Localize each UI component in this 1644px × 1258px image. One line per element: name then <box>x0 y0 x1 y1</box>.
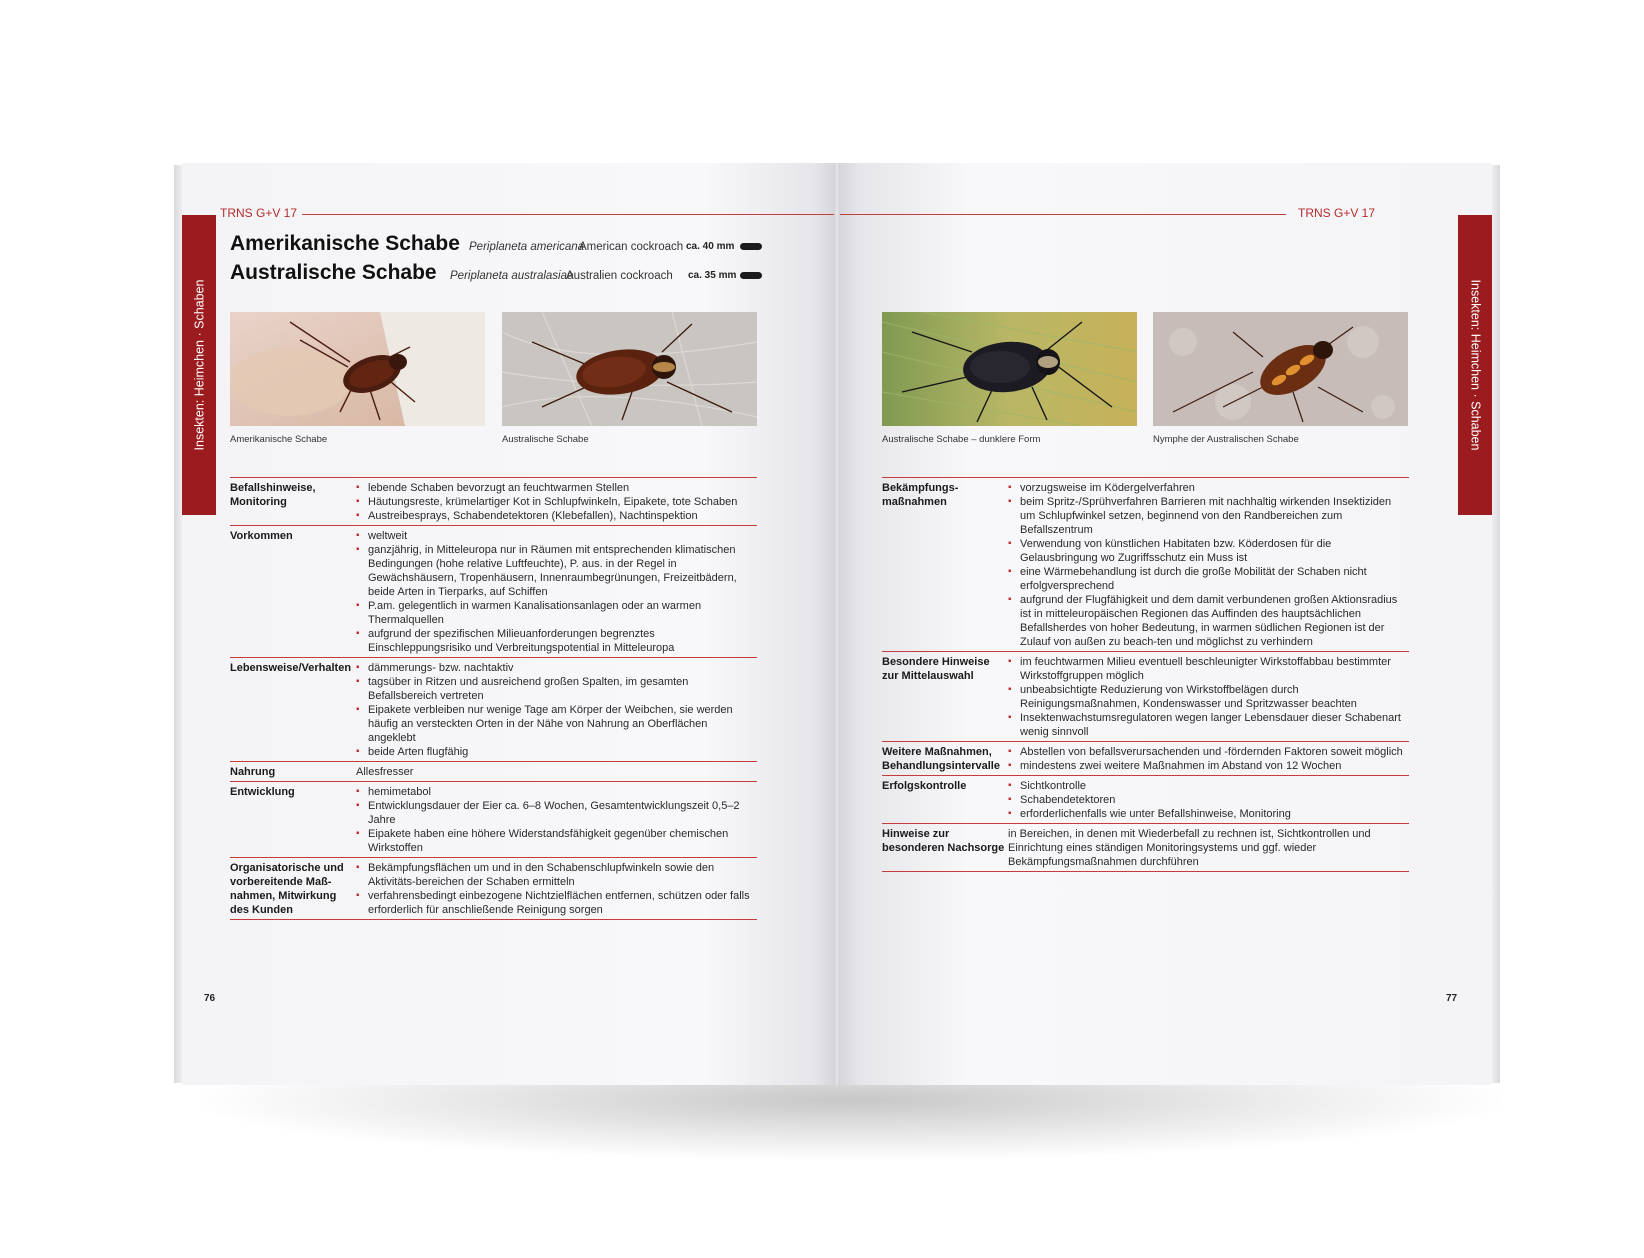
photo-caption: Nymphe der Australischen Schabe <box>1153 434 1299 445</box>
list-item: ▪ im feuchtwarmen Milieu eventuell beschleunigter Wirkstoffabbau bestimmter Wirkstoffgruppen möglich <box>1008 655 1409 683</box>
table-row <box>230 525 757 657</box>
left-info-table <box>230 477 757 920</box>
species-heading-australian <box>230 261 770 289</box>
table-row <box>882 775 1409 823</box>
table-row <box>230 857 757 920</box>
list-item: ▪ Eipakete haben eine höhere Widerstandsfähigkeit gegenüber chemischen Wirkstoffen <box>356 827 757 855</box>
side-tab-left <box>182 215 216 515</box>
running-header-right: TRNS G+V 17 <box>1298 206 1376 220</box>
list-item: ▪ lebende Schaben bevorzugt an feuchtwarmen Stellen <box>356 481 757 495</box>
side-tab-label: Insekten: Heimchen · Schaben <box>1468 279 1482 451</box>
list-item: ▪ hemimetabol <box>356 785 757 799</box>
table-row <box>882 477 1409 651</box>
list-item: ▪ Häutungsreste, krümelartiger Kot in Schlupfwinkeln, Eipakete, tote Schaben <box>356 495 757 509</box>
table-row <box>230 781 757 857</box>
list-item: ▪ Bekämpfungsflächen um und in den Schabenschlupfwinkeln sowie den Aktivitäts-bereichen der Schaben ermitteln <box>356 861 757 889</box>
species-latin-name: Periplaneta americana <box>469 241 585 253</box>
page-number-right: 77 <box>1446 993 1458 1004</box>
list-item: ▪ Verwendung von künstlichen Habitaten bzw. Köderdosen für die Gelausbringung wo Zugriffsschutz ein Muss ist <box>1008 537 1409 565</box>
row-label: Hinweise zur besonderen Nachsorge <box>882 828 1005 854</box>
photo-caption: Australische Schabe – dunklere Form <box>882 434 1041 445</box>
row-label: Weitere Maßnahmen, Behandlungsintervalle <box>882 746 1000 772</box>
list-item: ▪ mindestens zwei weitere Maßnahmen im Abstand von 12 Wochen <box>1008 759 1409 773</box>
photo-australian-cockroach-dark <box>882 312 1137 426</box>
species-english-name: American cockroach <box>579 241 684 253</box>
page-stack-left <box>174 165 182 1083</box>
species-name: Amerikanische Schabe <box>230 232 460 255</box>
list-item: ▪ aufgrund der spezifischen Milieuanforderungen begrenztes Einschleppungsrisiko und Verbreitungspotential in Mitteleuropa <box>356 627 757 655</box>
photo-caption: Australische Schabe <box>502 434 589 445</box>
list-item: ▪ unbeabsichtigte Reduzierung von Wirkstoffbelägen durch Reinigungsmaßnahmen, Kondenswasser und Spritzwasser beachten <box>1008 683 1409 711</box>
list-item: ▪ P.am. gelegentlich in warmen Kanalisationsanlagen oder an warmen Thermalquellen <box>356 599 757 627</box>
list-item: ▪ Austreibesprays, Schabendetektoren (Klebefallen), Nachtinspektion <box>356 509 757 523</box>
list-item: ▪ eine Wärmebehandlung ist durch die große Mobilität der Schaben nicht erfolgversprechend <box>1008 565 1409 593</box>
table-row <box>882 823 1409 872</box>
list-item: ▪ Eipakete verbleiben nur wenige Tage am Körper der Weibchen, sie werden häufig an versteckten Orten in der Nähe von Nahrung an Oberflächen angeklebt <box>356 703 757 745</box>
table-row <box>882 651 1409 741</box>
row-text: Allesfresser <box>356 766 414 778</box>
table-row <box>230 657 757 761</box>
row-label: Befallshinweise, Monitoring <box>230 482 316 508</box>
right-info-table <box>882 477 1409 872</box>
species-size: ca. 35 mm <box>688 270 737 281</box>
list-item: ▪ beide Arten flugfähig <box>356 745 757 759</box>
table-row <box>230 477 757 525</box>
photo-american-cockroach <box>230 312 485 426</box>
table-row <box>230 761 757 781</box>
size-bar-icon <box>740 243 762 250</box>
list-item: ▪ ganzjährig, in Mitteleuropa nur in Räumen mit entsprechenden klimatischen Bedingungen (hohe relative Luftfeuchte), P. aus. in der Regel in Gewächshäusern, Tropenhäusern, Innenraumbegrünungen, Freizeitbädern, beide Arten in Tierparks, auf Schiffen <box>356 543 757 599</box>
row-label: Lebensweise/Verhalten <box>230 662 352 674</box>
row-label: Bekämpfungs-maßnahmen <box>882 482 959 508</box>
list-item: ▪ tagsüber in Ritzen und ausreichend großen Spalten, im gesamten Befallsbereich vertreten <box>356 675 757 703</box>
list-item: ▪ Abstellen von befallsverursachenden und -fördernden Faktoren soweit möglich <box>1008 745 1409 759</box>
size-bar-icon <box>740 272 762 279</box>
page-stack-right <box>1492 165 1500 1083</box>
running-header-left: TRNS G+V 17 <box>220 206 298 220</box>
species-latin-name: Periplaneta australasiae <box>450 270 574 282</box>
list-item: ▪ Sichtkontrolle <box>1008 779 1409 793</box>
photo-australian-cockroach-nymph <box>1153 312 1408 426</box>
list-item: ▪ Entwicklungsdauer der Eier ca. 6–8 Wochen, Gesamtentwicklungszeit 0,5–2 Jahre <box>356 799 757 827</box>
photo-australian-cockroach <box>502 312 757 426</box>
list-item: ▪ dämmerungs- bzw. nachtaktiv <box>356 661 757 675</box>
species-size: ca. 40 mm <box>686 241 735 252</box>
species-english-name: Australien cockroach <box>566 270 673 282</box>
species-heading-american <box>230 232 770 260</box>
header-rule-left <box>302 214 834 215</box>
list-item: ▪ Schabendetektoren <box>1008 793 1409 807</box>
row-label: Entwicklung <box>230 786 295 798</box>
book-spread <box>182 163 1492 1085</box>
row-text: in Bereichen, in denen mit Wiederbefall zu rechnen ist, Sichtkontrollen und Einrichtung eines ständigen Monitoringsystems und ggf. wieder Bekämpfungsmaßnahmen durchführen <box>1008 828 1371 868</box>
list-item: ▪ Insektenwachstumsregulatoren wegen langer Lebensdauer dieser Schabenart wenig sinnvoll <box>1008 711 1409 739</box>
photo-caption: Amerikanische Schabe <box>230 434 328 445</box>
list-item: ▪ weltweit <box>356 529 757 543</box>
right-page <box>840 163 1492 1085</box>
header-rule-right <box>840 214 1286 215</box>
species-name: Australische Schabe <box>230 261 437 284</box>
row-label: Besondere Hinweise zur Mittelauswahl <box>882 656 990 682</box>
list-item: ▪ vorzugsweise im Ködergelverfahren <box>1008 481 1409 495</box>
page-number-left: 76 <box>204 993 216 1004</box>
list-item: ▪ aufgrund der Flugfähigkeit und dem damit verbundenen großen Aktionsradius ist in mitteleuropäischen Regionen das Auffinden des hauptsächlichen Befallsherdes von hoher Bedeutung, in warmen südlichen Regionen ist der Zulauf von außen zu beach-ten und möglichst zu verhindern <box>1008 593 1409 649</box>
list-item: ▪ verfahrensbedingt einbezogene Nichtzielflächen entfernen, schützen oder falls erforderlich für anschließende Reinigung sorgen <box>356 889 757 917</box>
table-row <box>882 741 1409 775</box>
side-tab-label: Insekten: Heimchen · Schaben <box>192 279 206 451</box>
side-tab-right <box>1458 215 1492 515</box>
row-label: Vorkommen <box>230 530 293 542</box>
list-item: ▪ beim Spritz-/Sprühverfahren Barrieren mit nachhaltig wirkenden Insektiziden um Schlupfwinkel setzen, beginnend von den Randbereichen zum Befallszentrum <box>1008 495 1409 537</box>
left-page <box>182 163 834 1085</box>
row-label: Nahrung <box>230 766 276 778</box>
row-label: Erfolgskontrolle <box>882 780 967 792</box>
list-item: ▪ erforderlichenfalls wie unter Befallshinweise, Monitoring <box>1008 807 1409 821</box>
row-label: Organisatorische und vorbereitende Maß-nahmen, Mitwirkung des Kunden <box>230 862 344 916</box>
